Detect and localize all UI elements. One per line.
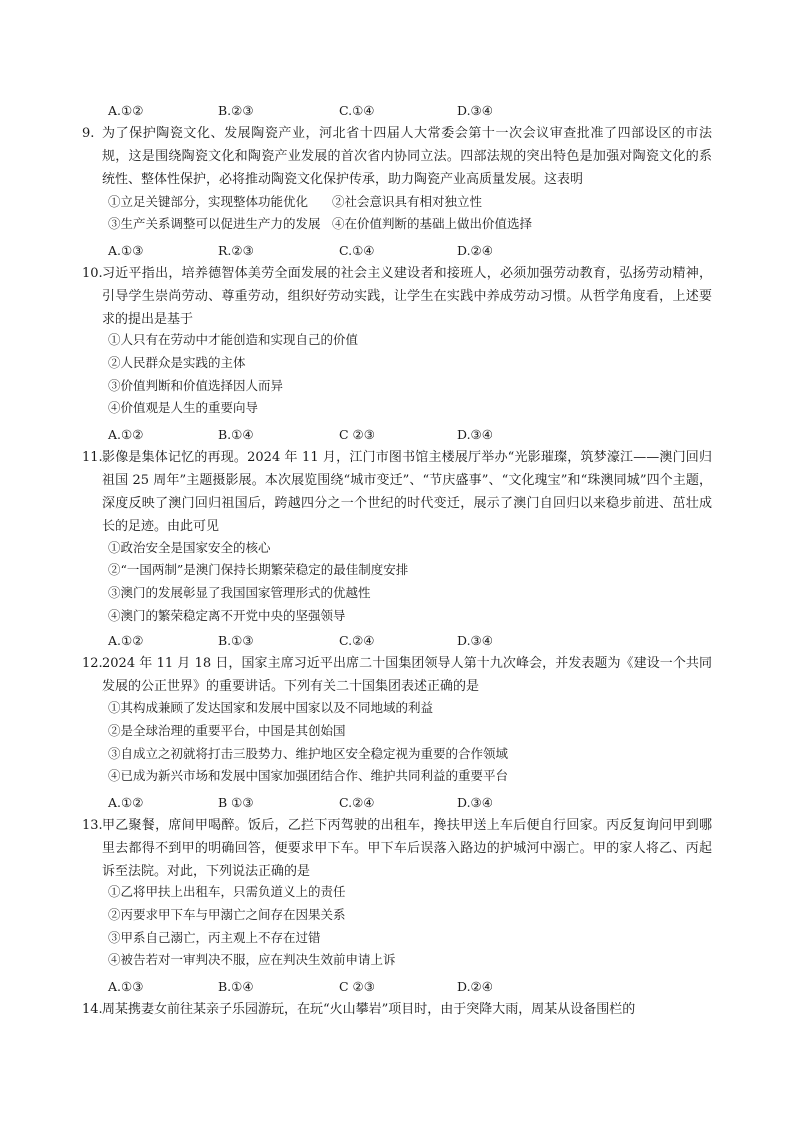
option-b: B.②③ — [218, 103, 254, 118]
option-d: D.③④ — [457, 103, 493, 118]
question-13 — [82, 814, 712, 883]
statement-1: ①人只有在劳动中才能创造和实现自己的价值 — [108, 332, 359, 347]
option-a: A.①③ — [108, 243, 144, 258]
question-text: 2024 年 11 月 18 日，国家主席习近平出席二十国集团领导人第十九次峰会，并发表题为《建设一个共同发展的公正世界》的重要讲话。下列有关二十国集团表述正确的是 — [102, 656, 712, 694]
option-d: D.③④ — [457, 795, 493, 810]
option-d: D.②④ — [457, 243, 493, 258]
statement-2: ②人民群众是实践的主体 — [108, 355, 246, 370]
option-a: A.①③ — [108, 979, 144, 994]
option-a: A.①② — [108, 427, 144, 442]
question-number: 12. — [82, 656, 103, 671]
option-b: B.①④ — [218, 427, 254, 442]
question-text: 甲乙聚餐，席间甲喝醉。饭后，乙拦下丙驾驶的出租车，搀扶甲送上车后便自行回家。丙反复询问甲到哪里去都得不到甲的明确回答，便要求甲下车。甲下车后误落入路边的护城河中溺亡。甲的家人将乙、丙起诉至法院。对此，下列说法正确的是 — [102, 818, 712, 879]
option-a: A.①② — [108, 633, 144, 648]
option-b: R.②③ — [218, 243, 254, 258]
option-c: C.①④ — [339, 243, 375, 258]
statement-3: ③价值判断和价值选择因人而异 — [108, 378, 284, 393]
statement-1: ①其构成兼顾了发达国家和发展中国家以及不同地域的利益 — [108, 700, 434, 715]
option-a: A.①② — [108, 795, 144, 810]
statement-row — [108, 214, 532, 234]
option-d: D.③④ — [457, 427, 493, 442]
statement-4: ④已成为新兴市场和发展中国家加强团结合作、维护共同利益的重要平台 — [108, 768, 509, 783]
question-number: 9. — [82, 126, 95, 141]
statement-2: ②“一国两制”是澳门保持长期繁荣稳定的最佳制度安排 — [108, 562, 409, 577]
question-9 — [82, 122, 712, 191]
question-14 — [82, 998, 712, 1021]
statement-4: ④澳门的繁荣稳定离不开党中央的坚强领导 — [108, 608, 346, 623]
option-d: D.②④ — [457, 979, 493, 994]
question-text: 为了保护陶瓷文化、发展陶瓷产业，河北省十四届人大常委会第十一次会议审查批准了四部设区的市法规，这是围绕陶瓷文化和陶瓷产业发展的首次省内协同立法。四部法规的突出特色是加强对陶瓷文化的系统性、整体性保护，必将推动陶瓷文化保护传承，助力陶瓷产业高质量发展。这表明 — [102, 126, 712, 187]
option-c: C ②③ — [339, 427, 375, 442]
statement-row — [108, 192, 482, 212]
question-text: 影像是集体记忆的再现。2024 年 11 月，江门市图书馆主楼展厅举办“光影璀璨，筑梦濠江——澳门回归祖国 25 周年”主题摄影展。本次展览围绕“城市变迁”、“节庆盛事”、“文化瑰宝”和“珠澳同城”四个主题，深度反映了澳门回归祖国后，跨越四分之一个世纪的时代变迁，展示了澳门自回归以来稳步前进、茁壮成长的足迹。由此可见 — [102, 450, 712, 534]
statement-1: ①立足关键部分，实现整体功能优化 — [108, 194, 309, 209]
option-a: A.①② — [108, 103, 144, 118]
statement-3: ③生产关系调整可以促进生产力的发展 — [108, 216, 321, 231]
question-number: 11. — [82, 450, 103, 465]
option-b: B.①③ — [218, 633, 254, 648]
statement-4: ④价值观是人生的重要向导 — [108, 400, 259, 415]
question-12 — [82, 652, 712, 698]
statement-1: ①乙将甲扶上出租车，只需负道义上的责任 — [108, 884, 346, 899]
statement-2: ②丙要求甲下车与甲溺亡之间存在因果关系 — [108, 907, 346, 922]
question-text: 周某携妻女前往某亲子乐园游玩，在玩“火山攀岩”项目时，由于突降大雨，周某从设备围栏的 — [102, 1002, 636, 1017]
option-c: C.①④ — [339, 103, 375, 118]
statement-4: ④在价值判断的基础上做出价值选择 — [331, 216, 532, 231]
statement-3: ③甲系自己溺亡，丙主观上不存在过错 — [108, 930, 321, 945]
option-c: C.②④ — [339, 633, 375, 648]
statement-4: ④被告若对一审判决不服，应在判决生效前申请上诉 — [108, 952, 396, 967]
statement-2: ②是全球治理的重要平台，中国是其创始国 — [108, 723, 346, 738]
question-number: 13. — [82, 818, 103, 833]
statement-1: ①政治安全是国家安全的核心 — [108, 540, 271, 555]
option-d: D.③④ — [457, 633, 493, 648]
question-number: 14. — [82, 1002, 103, 1017]
question-text: 习近平指出，培养德智体美劳全面发展的社会主义建设者和接班人，必须加强劳动教育，弘扬劳动精神，引导学生崇尚劳动、尊重劳动，组织好劳动实践，让学生在实践中养成劳动习惯。从哲学角度看，上述要求的提出是基于 — [102, 266, 712, 327]
option-c: C ②③ — [339, 979, 375, 994]
statement-2: ②社会意识具有相对独立性 — [331, 194, 482, 209]
option-b: B ①③ — [218, 795, 254, 810]
option-b: B.①④ — [218, 979, 254, 994]
question-number: 10. — [82, 266, 103, 281]
question-10 — [82, 262, 712, 331]
statement-3: ③澳门的发展彰显了我国国家管理形式的优越性 — [108, 585, 371, 600]
statement-3: ③自成立之初就将打击三股势力、维护地区安全稳定视为重要的合作领域 — [108, 746, 509, 761]
option-c: C.②④ — [339, 795, 375, 810]
question-11 — [82, 446, 712, 538]
